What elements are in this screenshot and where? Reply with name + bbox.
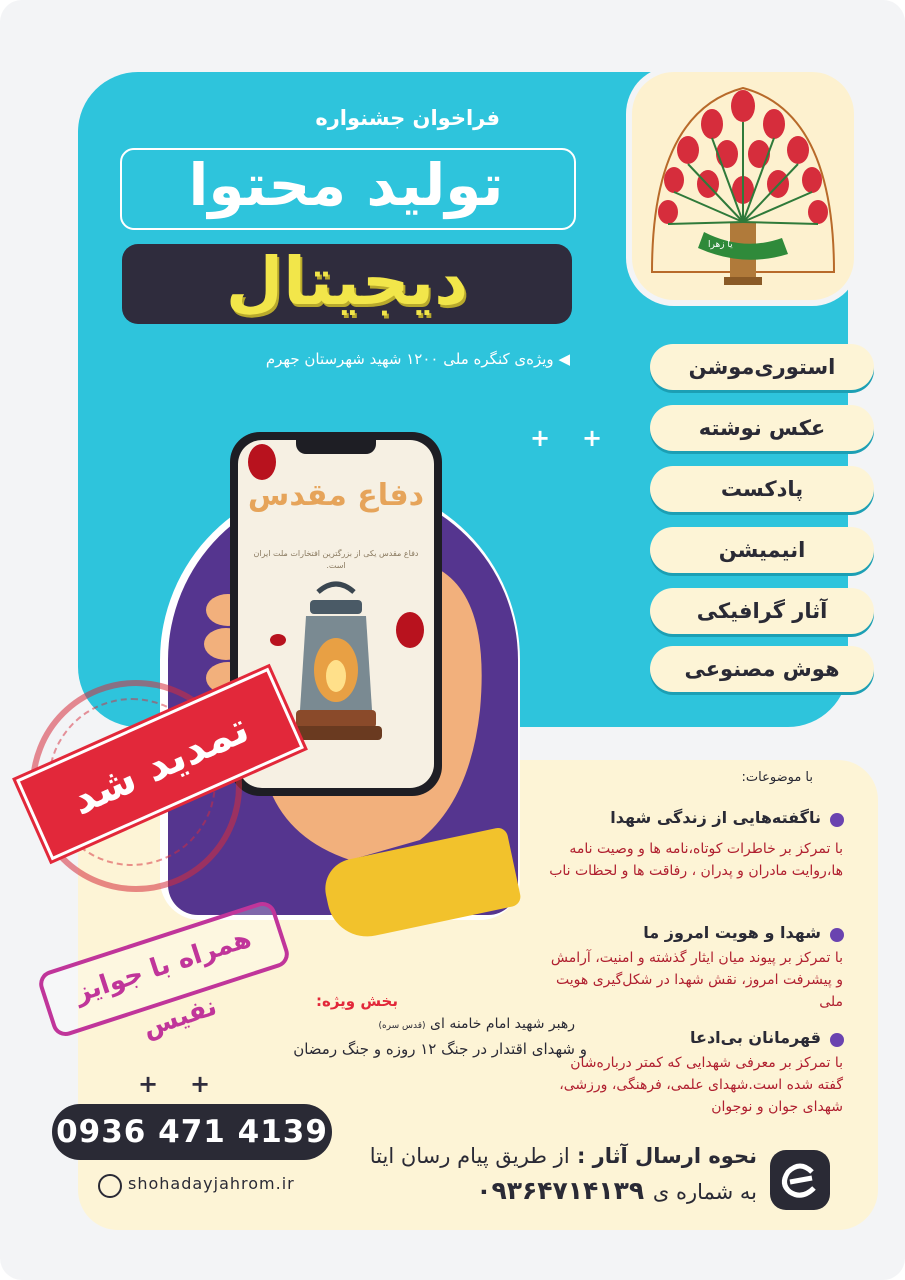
globe-icon (98, 1174, 122, 1198)
special-line-1-text: رهبر شهید امام خامنه ای (430, 1016, 575, 1032)
special-line-1 (378, 1016, 575, 1032)
tulip-tree-icon (632, 72, 854, 300)
screen-title: دفاع مقدس (247, 478, 425, 513)
screen-text: دفاع مقدس یکی از بزرگترین افتخارات ملت ایران است. (253, 549, 419, 570)
logo-caption: یا زهرا (708, 240, 733, 250)
special-title: بخش ویژه: (315, 992, 398, 1010)
category-ai: هوش مصنوعی (650, 646, 874, 692)
title-line-1: تولید محتوا (188, 151, 504, 219)
phone-number: 0936 471 4139 (52, 1104, 332, 1160)
plus-decoration: + (530, 424, 551, 452)
send-label-text: نحوه ارسال آثار : (576, 1144, 757, 1168)
category-story-motion: استوری‌موشن (650, 344, 874, 390)
category-graphics: آثار گرافیکی (650, 588, 874, 634)
send-method (370, 1144, 757, 1168)
plus-decoration: + (582, 424, 603, 452)
prizes-stamp: همراه با جوایز نفیس (36, 898, 293, 1039)
extended-stamp: تمدید شد (16, 668, 304, 861)
subtitle (150, 350, 570, 368)
topics-heading: با موضوعات: (741, 770, 813, 785)
send-number-prefix: به شماره ی (652, 1180, 757, 1204)
category-podcast: پادکست (650, 466, 874, 512)
topic-body: با تمرکز بر پیوند میان ایثار گذشته و امنیت، آرامش و پیشرفت امروز، نقش شهدا در شکل‌گیری هویت ملی (550, 950, 843, 1010)
logo (632, 72, 854, 300)
category-animation: انیمیشن (650, 527, 874, 573)
bullet-icon (830, 813, 844, 827)
send-number (476, 1176, 757, 1205)
category-photo-text: عکس نوشته (650, 405, 874, 451)
subtitle-text: ویژه‌ی کنگره ملی ۱۲۰۰ شهید شهرستان جهرم (265, 350, 554, 368)
bullet-icon (830, 928, 844, 942)
send-number-value: ۰۹۳۶۴۷۱۴۱۳۹ (476, 1176, 645, 1205)
topic-title: شهدا و هویت امروز ما (643, 923, 821, 942)
special-note: (قدس سره) (378, 1021, 426, 1031)
eitaa-icon (770, 1150, 830, 1210)
title-line-2: دیجیتال (225, 243, 469, 320)
call-heading: فراخوان جشنواره (315, 106, 500, 130)
special-line-2: و شهدای اقتدار در جنگ ۱۲ روزه و جنگ رمضان (293, 1040, 587, 1058)
play-icon: ◀ (553, 350, 570, 368)
topic-body: با تمرکز بر معرفی شهدایی که کمتر درباره‌شان گفته شده است.شهدای علمی، فرهنگی، ورزشی، شهدای جوان و نوجوان (559, 1055, 843, 1115)
website-link[interactable]: shohadayjahrom.ir (128, 1174, 295, 1193)
phone-notch (296, 440, 376, 454)
topic-title: ناگفته‌هایی از زندگی شهدا (610, 808, 821, 827)
topic-body: با تمرکز بر خاطرات کوتاه،نامه ها و وصیت نامه ها،روایت مادران و پدران ، رفاقت ها و لحظات ناب (549, 841, 843, 879)
send-via-text: از طریق پیام رسان ایتا (369, 1144, 570, 1168)
plus-decoration: + (138, 1070, 159, 1098)
bullet-icon (830, 1033, 844, 1047)
plus-decoration: + (190, 1070, 211, 1098)
topic-title: قهرمانان بی‌ادعا (690, 1028, 821, 1047)
